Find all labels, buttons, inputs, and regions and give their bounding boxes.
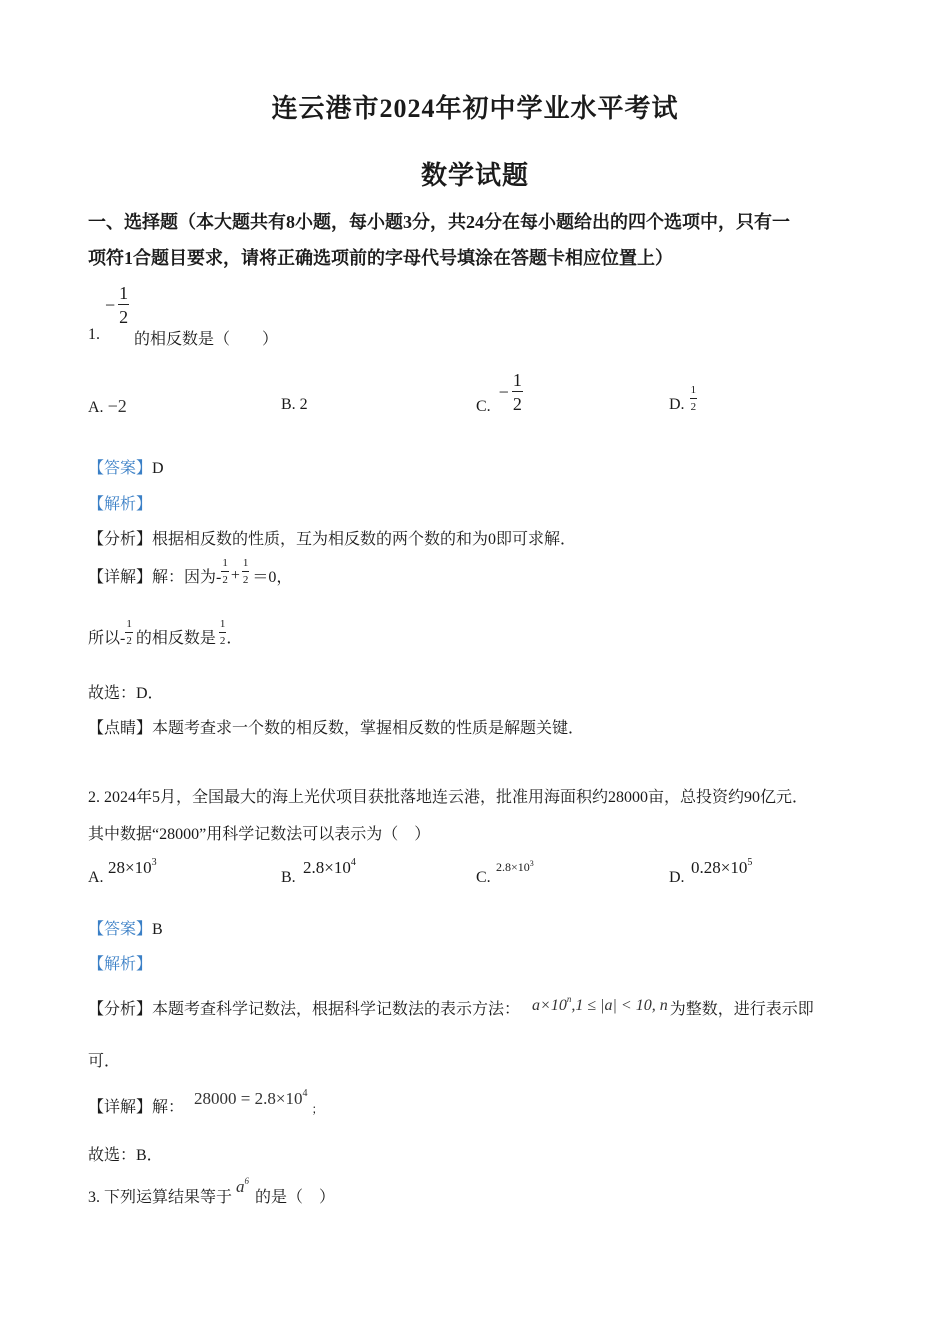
section-heading-line2: 项符1合题目要求，请将正确选项前的字母代号填涂在答题卡相应位置上） (88, 248, 673, 268)
q2-fenxi: 【分析】 本题考查科学记数法，根据科学记数法的表示方法： $a\times 10^n,1 \le |a| < 10$, n 为整数，进行表示即 (88, 994, 814, 1018)
q1-guxuan: 故选：D． (88, 685, 164, 702)
q1-option-c[interactable]: C. − $\frac{1}{2}$ (476, 370, 522, 415)
q1-option-b[interactable]: B. 2 (281, 396, 308, 413)
exam-title: 连云港市2024年初中学业水平考试 (271, 94, 679, 123)
q2-fenxi-line2: 可． (88, 1053, 121, 1070)
q1-dianjing: 【点睛】本题考查求一个数的相反数，掌握相反数的性质是解题关键． (88, 720, 585, 737)
q2-stem-line2: 其中数据“28000”用科学记数法可以表示为（ ） (88, 826, 431, 843)
q1-answer: 【答案】D (88, 460, 164, 477)
q2-answer: 【答案】B (88, 921, 163, 938)
q1-suoyi: 所以- $\frac{1}{2}$ 的相反数是 $\frac{1}{2}$ ． (88, 617, 243, 647)
section-heading-line1: 一、选择题（本大题共有8小题，每小题3分，共24分在每小题给出的四个选项中，只有一 (88, 212, 790, 232)
exam-subtitle: 数学试题 (420, 161, 529, 190)
q1-stem-text: 的相反数是（ ） (134, 331, 279, 348)
q2-xiangjie: 【详解】 解： $28000 = 2.8\times 10^4$ ； (88, 1088, 324, 1116)
q1-option-a[interactable]: A. −2 (88, 396, 127, 416)
q3-stem: 3. 下列运算结果等于 $a^6$ 的是（ ） (88, 1176, 336, 1206)
q1-option-d[interactable]: D. $\frac{1}{2}$ (669, 384, 697, 413)
q1-xiangjie: 【详解】 解：因为- $\frac{1}{2}$ + $\frac{1}{2}$ ＝0， (88, 556, 293, 586)
q1-number: 1. (88, 326, 100, 343)
q1-analysis-tag: 【解析】 (88, 496, 153, 513)
q1-fraction: − $\frac{1}{2}$ (105, 283, 129, 327)
q2-guxuan: 故选：B． (88, 1147, 163, 1164)
q2-stem-line1: 2. 2024年5月，全国最大的海上光伏项目获批落地连云港，批准用海面积约28000亩，总投资约90亿元． (88, 789, 809, 806)
q2-analysis-tag: 【解析】 (88, 956, 153, 973)
q1-fenxi: 【分析】根据相反数的性质，互为相反数的两个数的和为0即可求解． (88, 531, 577, 548)
